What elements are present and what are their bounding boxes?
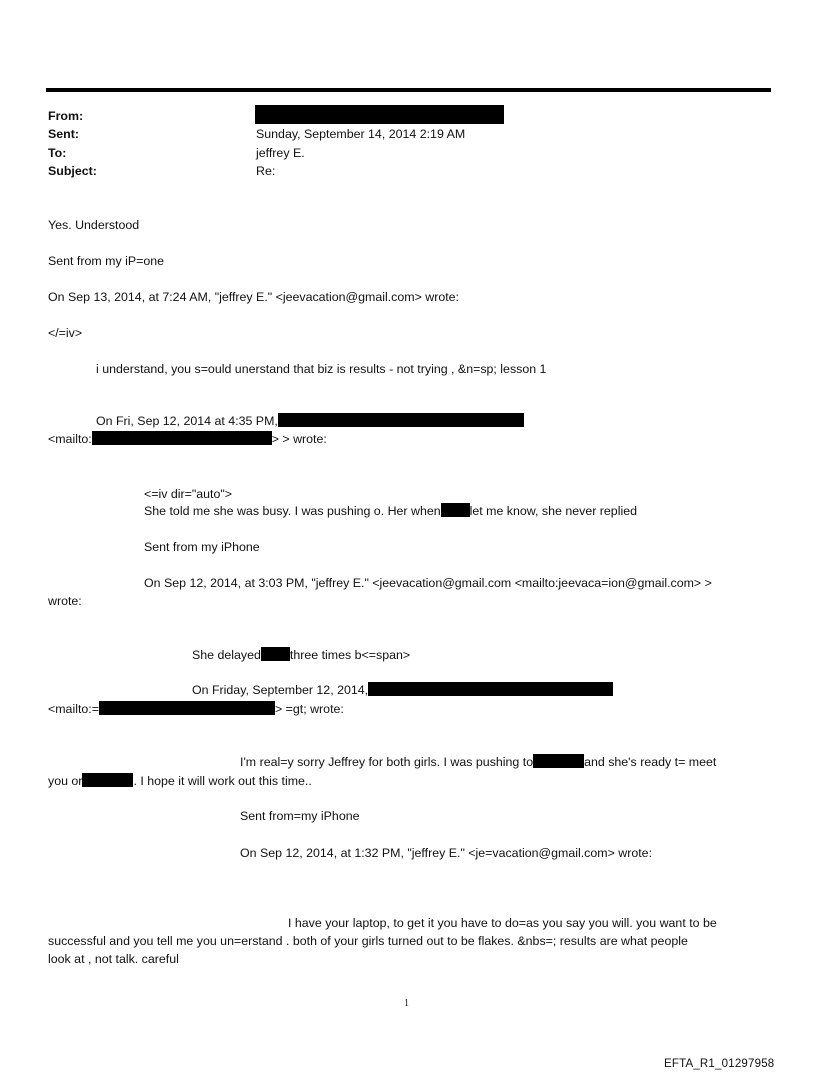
name-redaction — [82, 773, 133, 787]
body-text: let me know, she never replied — [469, 504, 637, 518]
body-text: On Friday, September 12, 2014, — [192, 683, 369, 697]
from-label: From: — [48, 109, 84, 123]
body-text: . I hope it will work out this time.. — [133, 774, 312, 788]
name-redaction — [533, 754, 584, 768]
body-line — [48, 701, 344, 717]
body-line — [48, 773, 312, 789]
email-redaction — [99, 701, 275, 715]
body-text: <mailto: — [48, 432, 92, 446]
body-text: She told me she was busy. I was pushing o. Her when — [144, 504, 441, 518]
body-line: look at , not talk. careful — [48, 952, 179, 966]
body-line: Yes. Understood — [48, 218, 140, 232]
email-redaction — [278, 413, 524, 427]
body-text: > > wrote: — [271, 432, 327, 446]
body-text: you or — [48, 774, 83, 788]
email-redaction — [368, 682, 613, 696]
body-line: </=iv> — [48, 326, 83, 340]
body-line: wrote: — [48, 594, 82, 608]
body-text: > =gt; wrote: — [274, 702, 344, 716]
body-line — [48, 431, 327, 447]
body-line — [192, 647, 410, 663]
body-line: Sent from=my iPhone — [240, 809, 360, 823]
body-line: <=iv dir="auto"> — [144, 487, 233, 501]
body-line: I have your laptop, to get it you have to do=as you say you will. you want to be — [288, 916, 717, 930]
body-line — [96, 413, 524, 429]
body-line — [240, 754, 716, 770]
subject-label: Subject: — [48, 164, 97, 178]
sent-value: Sunday, September 14, 2014 2:19 AM — [256, 127, 466, 141]
body-line: Sent from my iPhone — [144, 540, 260, 554]
body-line — [144, 503, 637, 519]
body-line: successful and you tell me you un=erstand . both of your girls turned out to be flakes. &nbs=; results are what people — [48, 934, 688, 948]
header-rule — [46, 88, 771, 92]
body-line: i understand, you s=ould unerstand that biz is results - not trying , &n=sp; lesson 1 — [96, 362, 547, 376]
body-text: She delayed — [192, 648, 261, 662]
email-redaction — [92, 431, 272, 445]
body-line: Sent from my iP=one — [48, 254, 165, 268]
from-redaction — [255, 105, 504, 124]
body-text: three times b<=span> — [289, 648, 411, 662]
body-line: On Sep 13, 2014, at 7:24 AM, "jeffrey E." <jeevacation@gmail.com> wrote: — [48, 290, 459, 304]
body-line: On Sep 12, 2014, at 1:32 PM, "jeffrey E." <je=vacation@gmail.com> wrote: — [240, 846, 653, 860]
body-text: On Fri, Sep 12, 2014 at 4:35 PM, — [96, 414, 278, 428]
body-line: On Sep 12, 2014, at 3:03 PM, "jeffrey E." <jeevacation@gmail.com <mailto:jeevaca=ion@gmail.com> > — [144, 576, 712, 590]
subject-value: Re: — [256, 164, 276, 178]
sent-label: Sent: — [48, 127, 79, 141]
body-line — [192, 682, 613, 698]
to-value: jeffrey E. — [256, 146, 305, 160]
name-redaction — [441, 503, 470, 517]
body-text: <mailto:= — [48, 702, 99, 716]
page-number: 1 — [404, 998, 409, 1009]
body-text: I'm real=y sorry Jeffrey for both girls. I was pushing to — [240, 755, 534, 769]
document-id: EFTA_R1_01297958 — [664, 1058, 775, 1070]
body-text: and she's ready t= meet — [584, 755, 717, 769]
name-redaction — [261, 647, 290, 661]
to-label: To: — [48, 146, 67, 160]
